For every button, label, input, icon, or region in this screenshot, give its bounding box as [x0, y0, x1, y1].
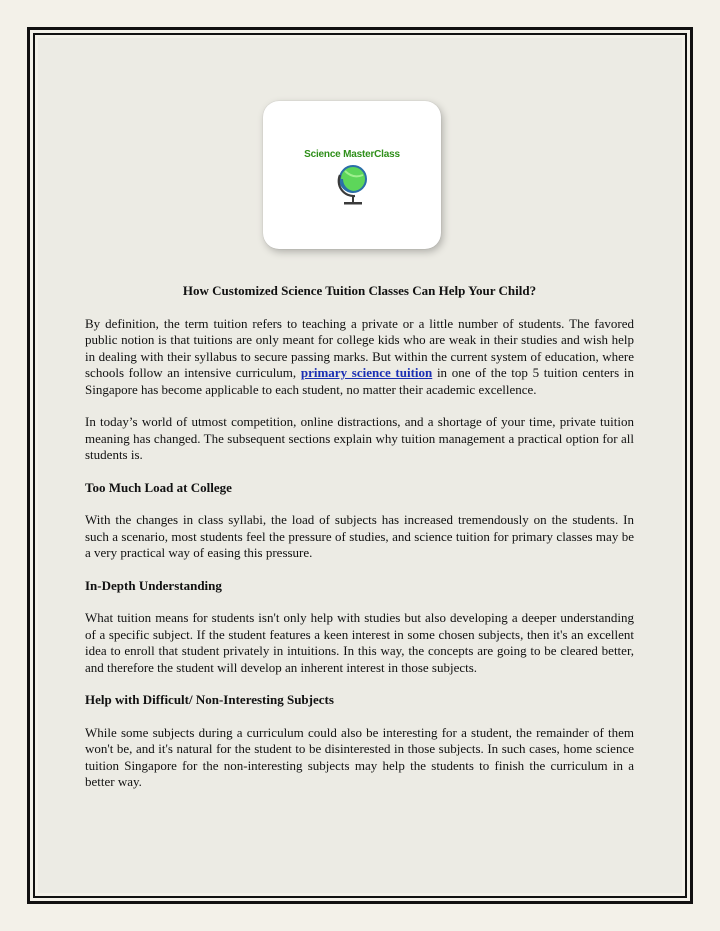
section-heading-understanding: In-Depth Understanding — [85, 577, 222, 593]
logo-card — [263, 101, 441, 249]
section-body-difficult: While some subjects during a curriculum could also be interesting for a student, the remainder of them won't be, and it's natural for the student to be disinterested in those subjects. In such cases, home science tuition Singapore for the non-interesting subjects may help the students to finish the curriculum in a better way. — [85, 724, 634, 789]
intro-paragraph — [85, 316, 634, 399]
globe-icon — [337, 161, 369, 207]
intro-text-before-link: By definition, the term tuition refers to teaching a private or a little number of students. The favored public notion is that tuitions are only meant for college kids who are weak in their studies and wish help in dealing with their syllabus to secure passing marks. But within the current system of education, where schools follow an intensive curriculum, — [85, 315, 634, 380]
article-body — [85, 283, 634, 807]
intro-text-after-link: in one of the top 5 tuition centers in Singapore has become applicable to each student, no matter their academic excellence. — [85, 365, 634, 397]
section-body-understanding: What tuition means for students isn't only help with studies but also developing a deeper understanding of a specific subject. If the student features a keen interest in some chosen subjects, then it's an excellent idea to enroll that student privately in intuitions. In this way, the concepts are going to be cleared better, and therefore the student will develop an inherent interest in those subjects. — [85, 610, 634, 675]
primary-science-tuition-link[interactable]: primary science tuition — [300, 365, 433, 380]
section-body-load: With the changes in class syllabi, the load of subjects has increased tremendously on the students. In such a scenario, most students feel the pressure of studies, and science tuition for primary classes may be a very practical way of easing this pressure. — [85, 512, 634, 560]
section-heading-load: Too Much Load at College — [85, 479, 232, 495]
section-heading-difficult: Help with Difficult/ Non-Interesting Subjects — [85, 692, 334, 707]
paragraph-2: In today’s world of utmost competition, online distractions, and a shortage of your time, private tuition meaning has changed. The subsequent sections explain why tuition management a practical option for all students is. — [85, 414, 634, 462]
logo-text: Science MasterClass — [304, 149, 400, 160]
article-title: How Customized Science Tuition Classes Can Help Your Child? — [182, 283, 537, 298]
